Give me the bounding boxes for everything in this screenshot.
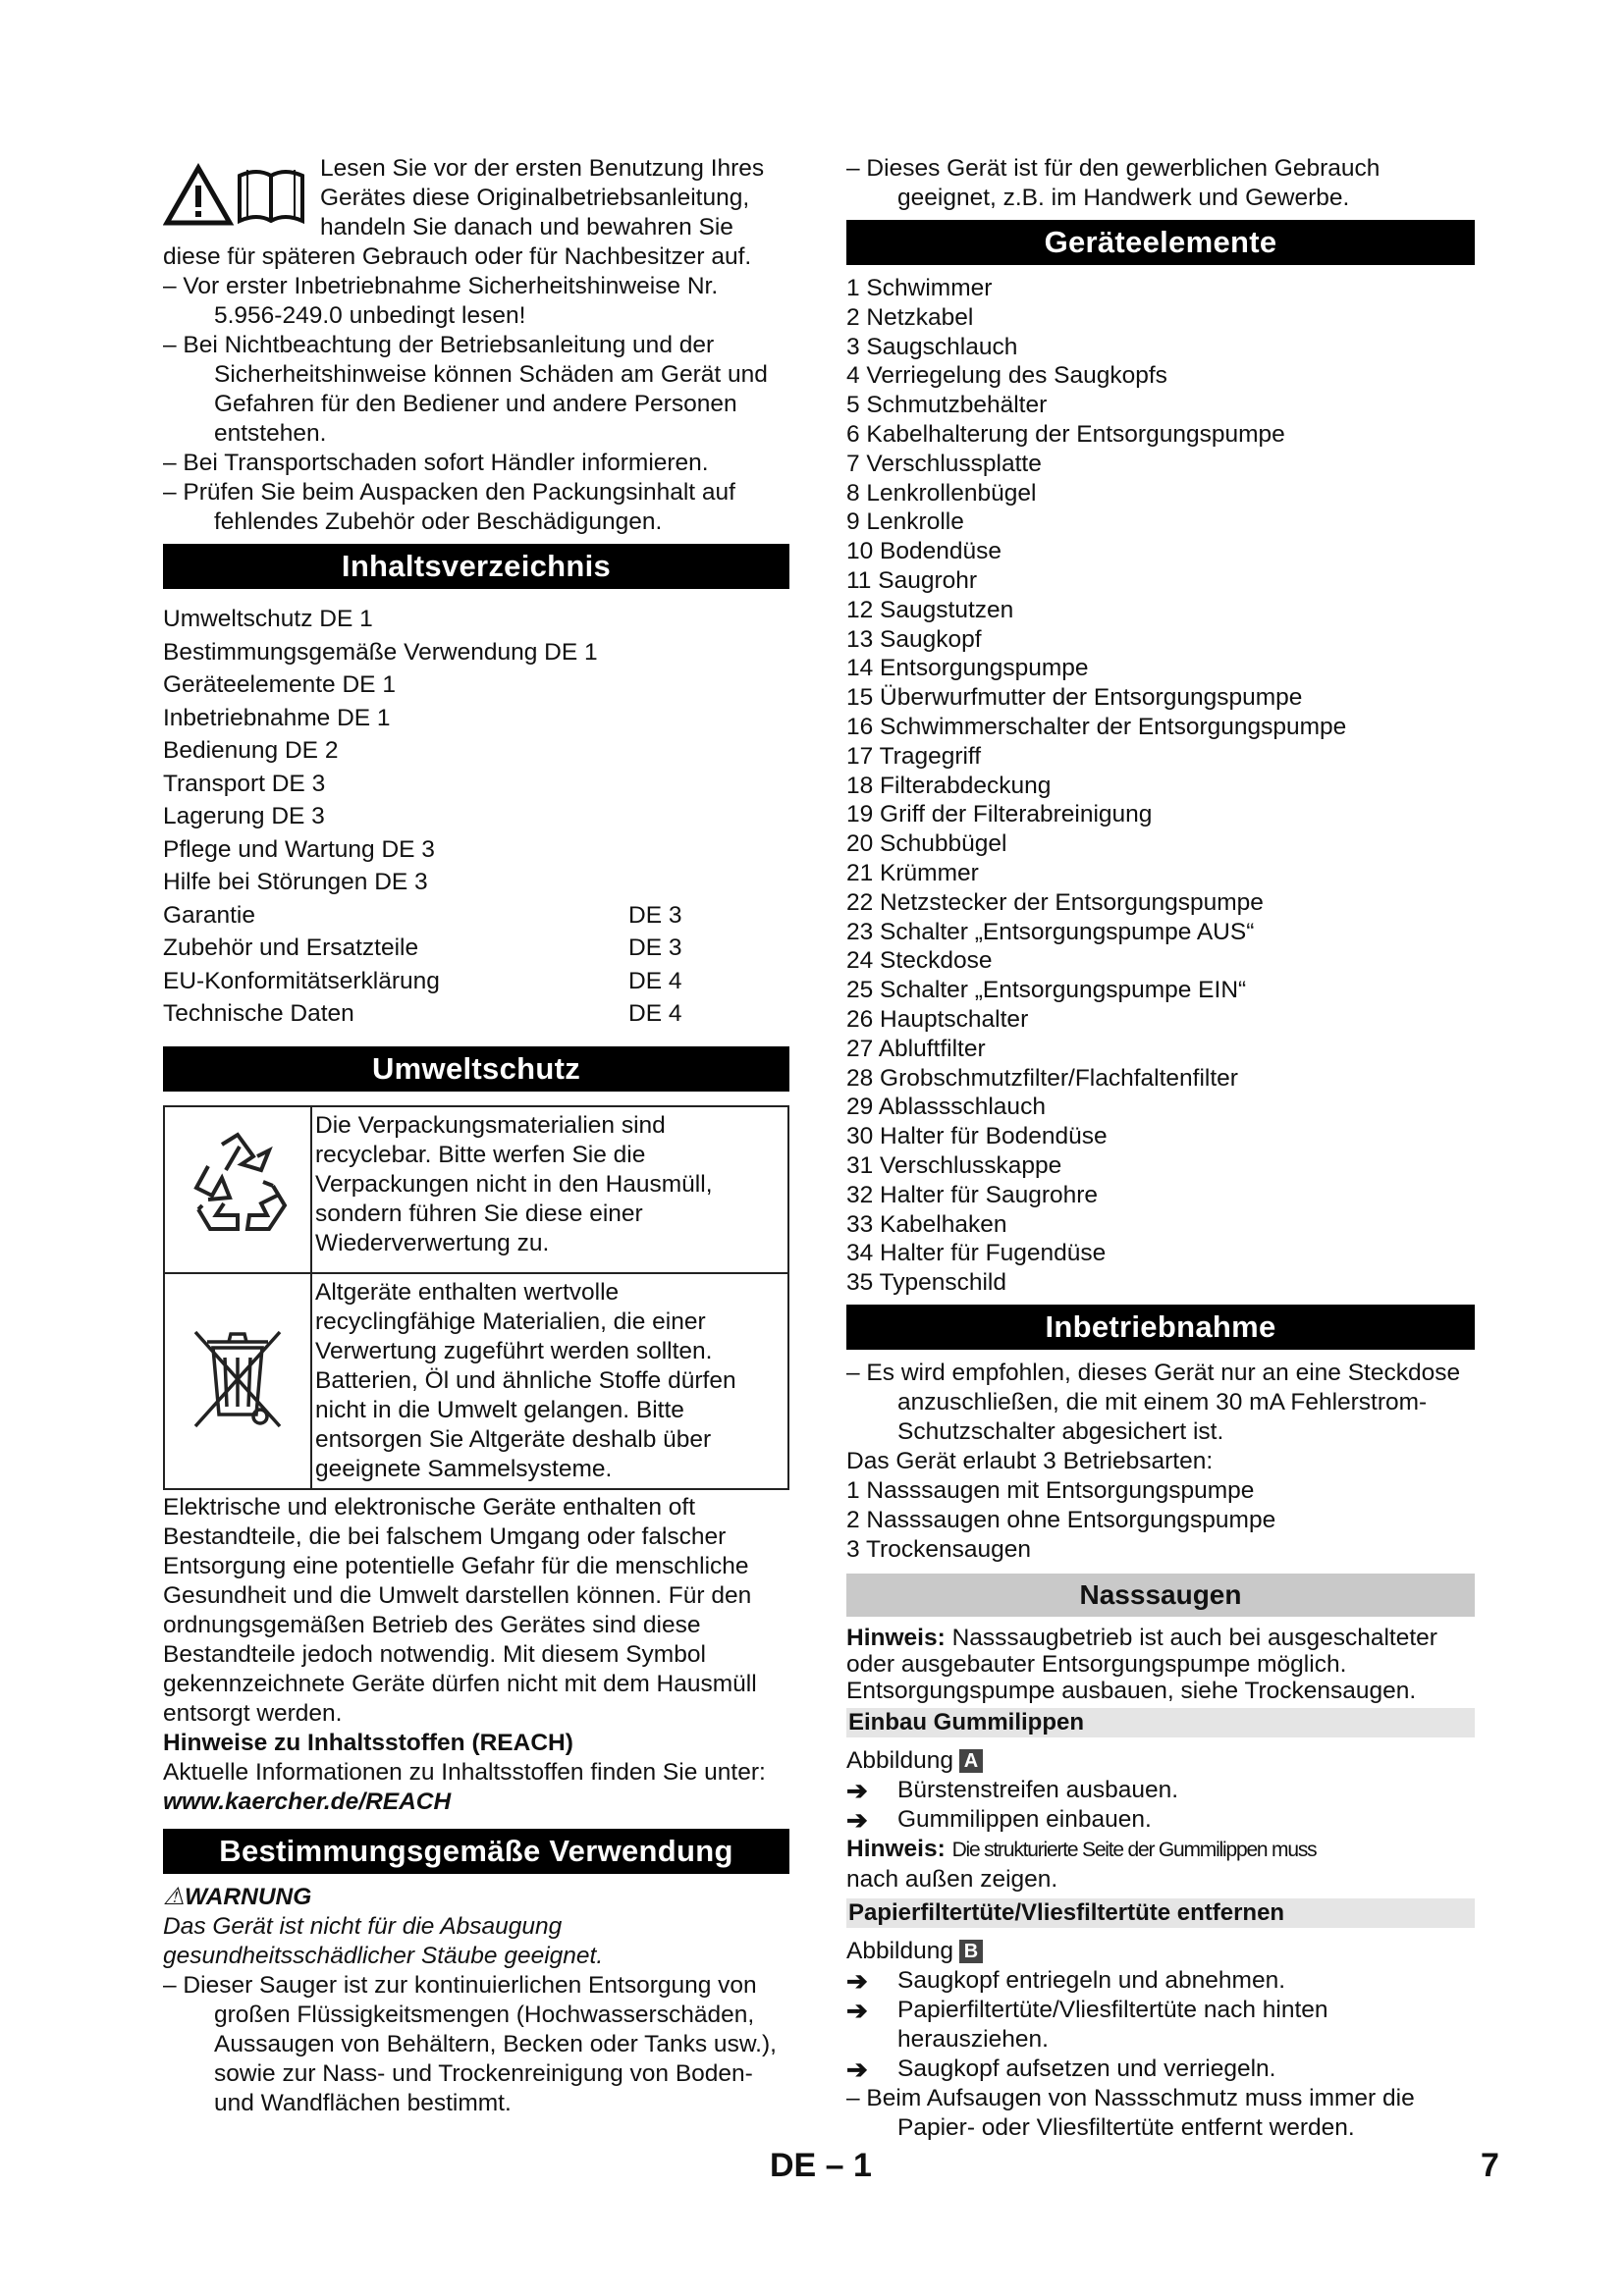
subheading-lips: Einbau Gummilippen	[846, 1708, 1475, 1737]
toc-entry[interactable]	[163, 636, 789, 669]
list-item: 17 Tragegriff	[846, 742, 982, 770]
toc-entry[interactable]	[163, 603, 789, 636]
bullet-transport-damage: – Bei Transportschaden sofort Händler informieren.	[163, 450, 709, 476]
list-item: 19 Griff der Filterabreinigung	[846, 801, 1153, 828]
section-heading-toc: Inhaltsverzeichnis	[163, 544, 789, 589]
step-text: Gummilippen einbauen.	[897, 1805, 1152, 1833]
section-heading-intended-use: Bestimmungsgemäße Verwendung	[163, 1829, 789, 1874]
arrow-right-icon: ➔	[846, 2054, 868, 2084]
note-label: Hinweis:	[846, 1835, 946, 1862]
list-item: 27 Abluftfilter	[846, 1035, 986, 1062]
list-item: 35 Typenschild	[846, 1269, 1006, 1297]
recycle-cell	[164, 1106, 311, 1273]
table-row	[164, 1273, 788, 1489]
toc-title: Bedienung DE 2	[163, 737, 339, 764]
step	[846, 1805, 1475, 1835]
list-item: 28 Grobschmutzfilter/Flachfaltenfilter	[846, 1064, 1238, 1092]
toc-title: Geräteelemente DE 1	[163, 671, 396, 698]
section-heading-elements: Geräteelemente	[846, 220, 1475, 265]
step-text: Saugkopf entriegeln und abnehmen.	[897, 1966, 1286, 1994]
list-item: 32 Halter für Saugrohre	[846, 1181, 1099, 1208]
warning-triangle-icon: ⚠	[163, 1883, 185, 1910]
list-item: 10 Bodendüse	[846, 538, 1002, 565]
toc-entry[interactable]	[163, 833, 789, 867]
list-item: 1 Schwimmer	[846, 275, 993, 301]
subheading-bag: Papierfiltertüte/Vliesfiltertüte entfernen	[846, 1898, 1475, 1928]
figure-b-badge: B	[959, 1940, 983, 1963]
toc-page: DE 3	[628, 934, 682, 961]
section-heading-environment: Umweltschutz	[163, 1046, 789, 1092]
list-item: 5 Schmutzbehälter	[846, 392, 1048, 419]
section-heading-startup: Inbetriebnahme	[846, 1305, 1475, 1350]
lips-note	[846, 1835, 1475, 1865]
list-item: 4 Verriegelung des Saugkopfs	[846, 362, 1167, 390]
elements-list	[846, 274, 1475, 1298]
intro-block	[163, 154, 789, 272]
warning-book-icon	[163, 162, 310, 227]
use-bullet-commercial: – Dieses Gerät ist für den gewerblichen Gebrauch geeignet, z.B. im Handwerk und Gewerbe.	[846, 155, 1380, 211]
step-text: Bürstenstreifen ausbauen.	[897, 1776, 1179, 1803]
table-of-contents	[163, 603, 789, 1031]
bag-bullet: – Beim Aufsaugen von Nassschmutz muss immer die Papier- oder Vliesfiltertüte entfernt werden.	[846, 2084, 1415, 2141]
list-item: 1 Nasssaugen mit Entsorgungspumpe	[846, 1476, 1255, 1504]
electronics-paragraph: Elektrische und elektronische Geräte enthalten oft Bestandteile, die bei falschem Umgang oder falscher Entsorgung eine potentielle Gefahr für die menschliche Gesundheit und die Umwelt darstellen können. Für den ordnungsgemäßen Betrieb des Gerätes sind diese Bestandteile jedoch notwendig. Mit diesem Symbol gekennzeichnete Geräte dürfen nicht mit dem Hausmüll entsorgt werden.	[163, 1493, 757, 1727]
bullet-nonobservance: – Bei Nichtbeachtung der Betriebsanleitung und der Sicherheitshinweise können Schäden am Gerät und Gefahren für den Bediener und andere Personen entstehen.	[163, 332, 768, 447]
note-text: Nasssaugbetrieb ist auch bei ausgeschalteter oder ausgebauter Entsorgungspumpe möglich. Entsorgungspumpe ausbauen, siehe Trockensaugen.	[846, 1624, 1437, 1704]
step	[846, 2055, 1475, 2084]
step	[846, 1966, 1475, 1996]
list-item: 3 Trockensaugen	[846, 1535, 1031, 1563]
list-item: 22 Netzstecker der Entsorgungspumpe	[846, 888, 1264, 916]
recycle-icon	[179, 1127, 297, 1245]
arrow-right-icon: ➔	[846, 1804, 868, 1835]
list-item: 25 Schalter „Entsorgungspumpe EIN“	[846, 977, 1247, 1004]
note-label: Hinweis:	[846, 1624, 946, 1651]
step-text: Papierfiltertüte/Vliesfiltertüte nach hinten herausziehen.	[897, 1996, 1328, 2053]
list-item: 21 Krümmer	[846, 859, 979, 886]
use-bullet: – Dieser Sauger ist zur kontinuierlichen Entsorgung von großen Flüssigkeitsmengen (Hochwasserschäden, Aussaugen von Behältern, Becken oder Tanks usw.), sowie zur Nass- und Trockenreinigung von Boden- und Wandflächen bestimmt.	[163, 1971, 777, 2116]
list-item: 7 Verschlussplatte	[846, 450, 1042, 477]
list-item: 6 Kabelhalterung der Entsorgungspumpe	[846, 420, 1285, 448]
step	[846, 1776, 1475, 1805]
toc-entry[interactable]	[163, 702, 789, 735]
list-item: 18 Filterabdeckung	[846, 772, 1052, 799]
modes-intro: Das Gerät erlaubt 3 Betriebsarten:	[846, 1447, 1214, 1474]
list-item: 29 Ablassschlauch	[846, 1094, 1046, 1121]
arrow-right-icon: ➔	[846, 1965, 868, 1996]
list-item: 26 Hauptschalter	[846, 1005, 1029, 1033]
environment-table	[163, 1105, 789, 1490]
toc-entry[interactable]	[163, 997, 789, 1031]
list-item: 24 Steckdose	[846, 947, 993, 975]
warning-line	[163, 1883, 789, 1912]
list-item: 2 Netzkabel	[846, 303, 974, 331]
step	[846, 1996, 1475, 2055]
footer-page-number: 7	[1481, 2147, 1499, 2184]
bullet-safety-notes: – Vor erster Inbetriebnahme Sicherheitshinweise Nr. 5.956-249.0 unbedingt lesen!	[163, 273, 719, 329]
list-item: 33 Kabelhaken	[846, 1210, 1007, 1238]
list-item: 34 Halter für Fugendüse	[846, 1240, 1107, 1267]
crossed-bin-icon	[184, 1318, 292, 1436]
toc-entry[interactable]	[163, 866, 789, 899]
toc-entry[interactable]	[163, 932, 789, 965]
warning-text: Das Gerät ist nicht für die Absaugung gesundheitsschädlicher Stäube geeignet.	[163, 1912, 604, 1969]
warning-label: WARNUNG	[184, 1883, 312, 1910]
toc-page: DE 4	[628, 967, 682, 994]
toc-title: Lagerung DE 3	[163, 803, 325, 829]
list-item: 8 Lenkrollenbügel	[846, 479, 1037, 507]
toc-page: DE 3	[628, 901, 682, 929]
figure-label: Abbildung	[846, 1937, 953, 1964]
toc-title: Transport DE 3	[163, 770, 326, 797]
list-item: 9 Lenkrolle	[846, 508, 964, 536]
toc-title: Garantie	[163, 901, 255, 929]
toc-title: Pflege und Wartung DE 3	[163, 835, 435, 863]
list-item: 23 Schalter „Entsorgungspumpe AUS“	[846, 918, 1255, 945]
startup-bullet: – Es wird empfohlen, dieses Gerät nur an eine Steckdose anzuschließen, die mit einem 30 mA Fehlerstrom-Schutzschalter abgesichert ist.	[846, 1359, 1461, 1445]
toc-title: Bestimmungsgemäße Verwendung DE 1	[163, 638, 598, 666]
note-text-rest: nach außen zeigen.	[846, 1865, 1058, 1893]
figure-label: Abbildung	[846, 1746, 953, 1774]
reach-heading: Hinweise zu Inhaltsstoffen (REACH)	[163, 1729, 573, 1756]
toc-entry[interactable]	[163, 965, 789, 998]
list-item: 11 Saugrohr	[846, 566, 978, 594]
recycle-text: Die Verpackungsmaterialien sind recyclebar. Bitte werfen Sie die Verpackungen nicht in den Hausmüll, sondern führen Sie diese einer Wiederverwertung zu.	[311, 1106, 788, 1273]
toc-entry[interactable]	[163, 734, 789, 768]
toc-title: Inbetriebnahme DE 1	[163, 704, 391, 731]
list-item: 12 Saugstutzen	[846, 596, 1014, 623]
toc-title: Hilfe bei Störungen DE 3	[163, 869, 428, 895]
toc-title: Technische Daten	[163, 1000, 354, 1027]
list-item: 14 Entsorgungspumpe	[846, 655, 1089, 682]
toc-title: EU-Konformitätserklärung	[163, 967, 440, 994]
list-item: 31 Verschlusskappe	[846, 1151, 1062, 1179]
figure-ref-a	[846, 1746, 1475, 1776]
reach-link[interactable]: www.kaercher.de/REACH	[163, 1788, 452, 1815]
toc-title: Zubehör und Ersatzteile	[163, 934, 419, 961]
bullet-unpacking: – Prüfen Sie beim Auspacken den Packungsinhalt auf fehlendes Zubehör oder Beschädigungen.	[163, 479, 735, 535]
list-item: 16 Schwimmerschalter der Entsorgungspumpe	[846, 713, 1347, 740]
toc-entry[interactable]	[163, 800, 789, 833]
weee-cell	[164, 1273, 311, 1489]
right-column	[846, 154, 1475, 2143]
intro-text: Lesen Sie vor der ersten Benutzung Ihres Gerätes diese Originalbetriebsanleitung, handeln Sie danach und bewahren Sie diese für späteren Gebrauch oder für Nachbesitzer auf.	[163, 155, 765, 270]
toc-title: Umweltschutz DE 1	[163, 606, 373, 632]
toc-entry[interactable]	[163, 768, 789, 801]
list-item: 2 Nasssaugen ohne Entsorgungspumpe	[846, 1506, 1276, 1533]
note-text-small: Die strukturierte Seite der Gummilippen muss	[951, 1838, 1317, 1861]
list-item: 15 Überwurfmutter der Entsorgungspumpe	[846, 684, 1303, 712]
toc-entry[interactable]	[163, 668, 789, 702]
figure-ref-b	[846, 1937, 1475, 1966]
warning-manual-icons	[163, 162, 310, 227]
subsection-heading-wet: Nasssaugen	[846, 1574, 1475, 1617]
arrow-right-icon: ➔	[846, 1995, 868, 2025]
arrow-right-icon: ➔	[846, 1775, 868, 1805]
list-item: 30 Halter für Bodendüse	[846, 1123, 1108, 1150]
left-column	[163, 154, 789, 2118]
list-item: 13 Saugkopf	[846, 625, 982, 653]
list-item: 20 Schubbügel	[846, 830, 1007, 858]
weee-text: Altgeräte enthalten wertvolle recyclingfähige Materialien, die einer Verwertung zugeführt werden sollten. Batterien, Öl und ähnliche Stoffe dürfen nicht in die Umwelt gelangen. Bitte entsorgen Sie Altgeräte deshalb über geeignete Sammelsysteme.	[311, 1273, 788, 1489]
table-row	[164, 1106, 788, 1273]
footer-section-page: DE – 1	[770, 2147, 872, 2184]
figure-a-badge: A	[959, 1749, 983, 1773]
wet-note	[846, 1625, 1475, 1704]
reach-text: Aktuelle Informationen zu Inhaltsstoffen finden Sie unter:	[163, 1758, 766, 1786]
list-item: 3 Saugschlauch	[846, 333, 1018, 360]
step-text: Saugkopf aufsetzen und verriegeln.	[897, 2055, 1276, 2082]
toc-page: DE 4	[628, 1000, 682, 1027]
toc-entry[interactable]	[163, 899, 789, 933]
